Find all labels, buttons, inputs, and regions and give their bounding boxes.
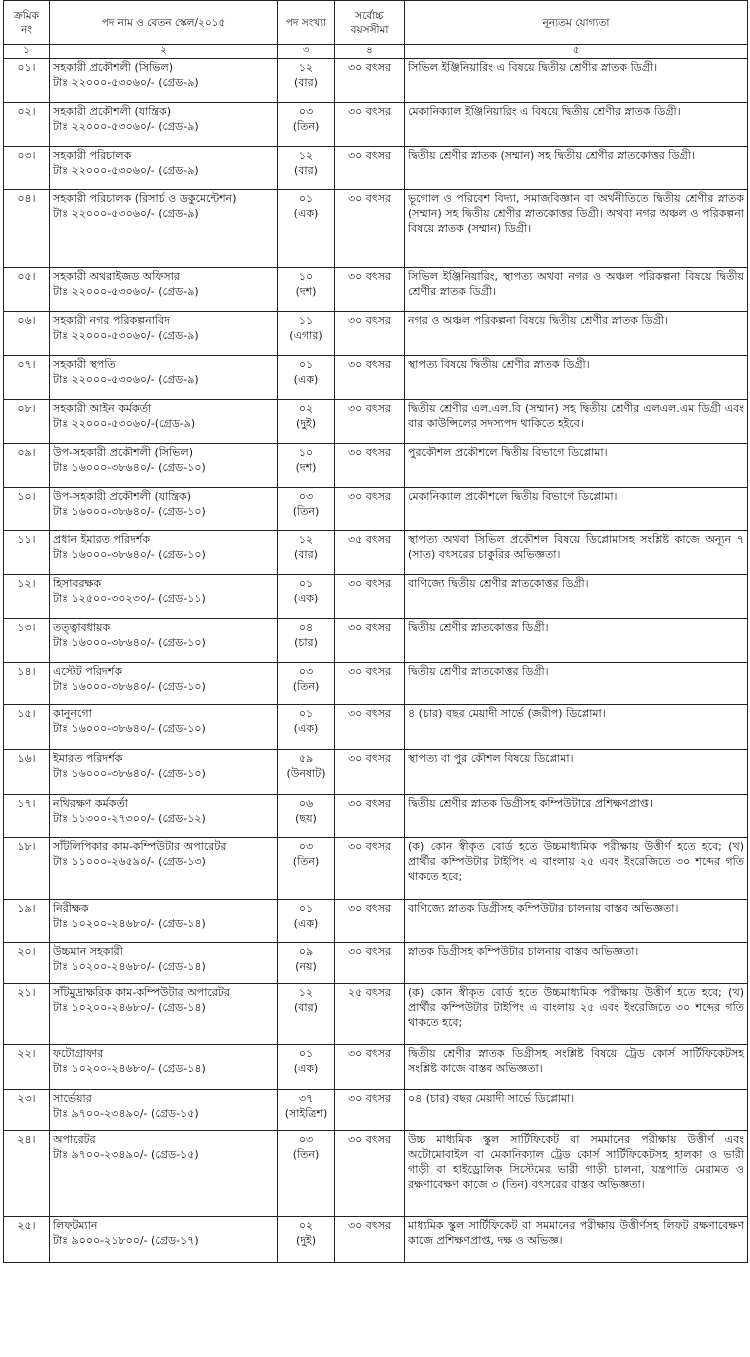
pay-scale: টাঃ ১৬০০০-৩৮৬৪০/- (গ্রেড-১০) bbox=[53, 680, 206, 693]
post-count: ০৩ bbox=[298, 665, 314, 678]
serial-cell: ১৫। bbox=[4, 705, 50, 750]
serial-cell: ২৫। bbox=[4, 1217, 50, 1263]
post-cell bbox=[50, 1217, 278, 1263]
age-limit-cell: ৩০ বৎসর bbox=[335, 488, 405, 531]
age-limit-cell: ৩০ বৎসর bbox=[335, 312, 405, 356]
pay-scale: টাঃ ১০২০০-২৪৬৮০/- (গ্রেড-১৪) bbox=[53, 960, 206, 973]
qualification-cell: মেকানিক্যাল প্রকৌশলে দ্বিতীয় বিভাগে ডিপ্লোমা। bbox=[405, 488, 748, 531]
serial-cell: ০১। bbox=[4, 59, 50, 103]
serial-cell: ১৮। bbox=[4, 838, 50, 900]
pay-scale: টাঃ ২২০০০-৫৩০৬০/- (গ্রেড-৯) bbox=[53, 207, 199, 220]
serial-cell: ২২। bbox=[4, 1045, 50, 1090]
count-cell bbox=[278, 59, 335, 103]
post-cell bbox=[50, 1045, 278, 1090]
post-cell bbox=[50, 356, 278, 400]
table-row bbox=[4, 400, 748, 444]
post-count-words: (দুই) bbox=[295, 417, 317, 430]
post-name: সাঁটমুদ্রাক্ষরিক কাম-কম্পিউটার অপারেটর bbox=[53, 986, 230, 999]
count-cell bbox=[278, 356, 335, 400]
post-count-words: (দশ) bbox=[295, 461, 317, 474]
pay-scale: টাঃ ২২০০০-৫৩০৬০/- (গ্রেড-৯) bbox=[53, 120, 199, 133]
count-cell bbox=[278, 943, 335, 984]
post-cell bbox=[50, 488, 278, 531]
table-row bbox=[4, 1217, 748, 1263]
post-count: ৩৭ bbox=[298, 1092, 314, 1105]
post-count-words: (বার) bbox=[294, 548, 318, 561]
age-limit-cell: ৩০ বৎসর bbox=[335, 575, 405, 619]
post-name: কানুনগো bbox=[53, 707, 92, 720]
post-count-words: (নয়) bbox=[295, 960, 317, 973]
count-cell bbox=[278, 400, 335, 444]
post-cell bbox=[50, 705, 278, 750]
pay-scale: টাঃ ২২০০০-৫৩০৬০/- (গ্রেড-৯) bbox=[53, 329, 199, 342]
recruitment-table-document bbox=[3, 0, 747, 1263]
qualification-cell: স্থাপত্য বিষয়ে দ্বিতীয় শ্রেণীর স্নাতক ডিগ্রী। bbox=[405, 356, 748, 400]
serial-cell: ২৩। bbox=[4, 1090, 50, 1131]
pay-scale: টাঃ ২২০০০-৫৩০৬০/- (গ্রেড-৯) bbox=[53, 164, 199, 177]
table-row bbox=[4, 984, 748, 1045]
count-cell bbox=[278, 900, 335, 943]
post-cell bbox=[50, 444, 278, 488]
qualification-cell: স্থাপত্য অথবা সিভিল প্রকৌশল বিষয়ে ডিপ্লোমাসহ সংশ্লিষ্ট কাজে অন্যূন ৭ (সাত) বৎসরের চাকুরির অভিজ্ঞতা। bbox=[405, 531, 748, 575]
post-name: সহকারী প্রকৌশলী (যান্ত্রিক) bbox=[53, 105, 172, 118]
column-number: ৩ bbox=[278, 45, 335, 59]
post-name: অপারেটর bbox=[53, 1133, 96, 1146]
serial-cell: ০৩। bbox=[4, 147, 50, 190]
header-count: পদ সংখ্যা bbox=[278, 1, 335, 45]
age-limit-cell: ৩০ বৎসর bbox=[335, 356, 405, 400]
post-cell bbox=[50, 663, 278, 705]
count-cell bbox=[278, 619, 335, 663]
post-cell bbox=[50, 575, 278, 619]
qualification-cell: দ্বিতীয় শ্রেণীর স্নাতকোত্তর ডিগ্রী। bbox=[405, 619, 748, 663]
column-number: ১ bbox=[4, 45, 50, 59]
serial-cell: ০৪। bbox=[4, 190, 50, 268]
header-serial: ক্রমিক নং bbox=[4, 1, 50, 45]
post-cell bbox=[50, 268, 278, 312]
post-cell bbox=[50, 750, 278, 795]
qualification-cell: দ্বিতীয় শ্রেণীর স্নাতক (সম্মান) সহ দ্বিতীয় শ্রেণীর স্নাতকোত্তর ডিগ্রী। bbox=[405, 147, 748, 190]
post-name: উপ-সহকারী প্রকৌশলী (যান্ত্রিক) bbox=[53, 490, 192, 503]
age-limit-cell: ৩০ বৎসর bbox=[335, 705, 405, 750]
table-body bbox=[4, 59, 748, 1263]
count-cell bbox=[278, 663, 335, 705]
post-name: তত্ত্বাবধায়ক bbox=[53, 621, 111, 634]
count-cell bbox=[278, 190, 335, 268]
post-name: ইমারত পরিদর্শক bbox=[53, 752, 123, 765]
qualification-cell: বাণিজ্যে দ্বিতীয় শ্রেণীর স্নাতকোত্তর ডিগ্রী। bbox=[405, 575, 748, 619]
post-count-words: (তিন) bbox=[292, 1148, 320, 1161]
age-limit-cell: ৩০ বৎসর bbox=[335, 663, 405, 705]
table-row bbox=[4, 663, 748, 705]
post-count: ১১ bbox=[298, 314, 314, 327]
post-name: সহকারী প্রকৌশলী (সিভিল) bbox=[53, 61, 173, 74]
age-limit-cell: ৩০ বৎসর bbox=[335, 619, 405, 663]
post-count-words: (এক) bbox=[293, 1062, 319, 1075]
serial-cell: ১০। bbox=[4, 488, 50, 531]
post-count: ১২ bbox=[298, 533, 314, 546]
post-name: সহকারী পরিচালক (রিসার্চ ও ডকুমেন্টেশন) bbox=[53, 192, 237, 205]
post-name: সহকারী পরিচালক bbox=[53, 149, 132, 162]
serial-cell: ১৯। bbox=[4, 900, 50, 943]
age-limit-cell: ৩০ বৎসর bbox=[335, 900, 405, 943]
post-name: প্রধান ইমারত পরিদর্শক bbox=[53, 533, 151, 546]
age-limit-cell: ৩০ বৎসর bbox=[335, 147, 405, 190]
age-limit-cell: ৩০ বৎসর bbox=[335, 1090, 405, 1131]
table-row bbox=[4, 356, 748, 400]
post-count-words: (এক) bbox=[293, 592, 319, 605]
pay-scale: টাঃ ১০২০০-২৪৬৮০/- (গ্রেড-১৪) bbox=[53, 1001, 206, 1014]
count-cell bbox=[278, 444, 335, 488]
post-count: ০৪ bbox=[298, 621, 314, 634]
post-cell bbox=[50, 943, 278, 984]
post-count: ০১ bbox=[298, 902, 314, 915]
table-row bbox=[4, 795, 748, 838]
pay-scale: টাঃ ২২০০০-৫৩০৬০/- (গ্রেড-৯) bbox=[53, 76, 199, 89]
column-number: ২ bbox=[50, 45, 278, 59]
serial-cell: ১২। bbox=[4, 575, 50, 619]
post-count-words: (চার) bbox=[294, 636, 318, 649]
count-cell bbox=[278, 575, 335, 619]
post-count-words: (তিন) bbox=[292, 855, 320, 868]
count-cell bbox=[278, 795, 335, 838]
table-row bbox=[4, 750, 748, 795]
post-count: ০১ bbox=[298, 1047, 314, 1060]
serial-cell: ১১। bbox=[4, 531, 50, 575]
age-limit-cell: ২৫ বৎসর bbox=[335, 984, 405, 1045]
table-row bbox=[4, 103, 748, 147]
qualification-cell: উচ্চ মাধ্যমিক স্কুল সার্টিফিকেট বা সমমানের পরীক্ষায় উত্তীর্ণ এবং অটোমোবাইল বা মেকানিক্যাল ট্রেড কোর্স সার্টিফিকেটসহ হালকা ও ভারী গাড়ী বা হাইড্রোলিক সিস্টেমের ভারী গাড়ী চালনা, যন্ত্রপাতি মেরামত ও রক্ষণাবেক্ষণ কাজে ৩ (তিন) বৎসরের বাস্তব অভিজ্ঞতা। bbox=[405, 1131, 748, 1217]
table-row bbox=[4, 943, 748, 984]
table-row bbox=[4, 531, 748, 575]
table-row bbox=[4, 1131, 748, 1217]
post-count-words: (এগার) bbox=[289, 329, 323, 342]
post-cell bbox=[50, 1090, 278, 1131]
qualification-cell: স্নাতক ডিগ্রীসহ কম্পিউটার চালনায় বাস্তব অভিজ্ঞতা। bbox=[405, 943, 748, 984]
count-cell bbox=[278, 984, 335, 1045]
pay-scale: টাঃ ১৬০০০-৩৮৬৪০/- (গ্রেড-১০) bbox=[53, 505, 206, 518]
post-count: ০১ bbox=[298, 192, 314, 205]
post-cell bbox=[50, 900, 278, 943]
post-name: লিফটম্যান bbox=[53, 1219, 98, 1232]
serial-cell: ১৪। bbox=[4, 663, 50, 705]
age-limit-cell: ৩০ বৎসর bbox=[335, 59, 405, 103]
count-cell bbox=[278, 1131, 335, 1217]
pay-scale: টাঃ ২২০০০-৫৩০৬০/- (গ্রেড-৯) bbox=[53, 285, 199, 298]
post-name: সহকারী আইন কর্মকর্তা bbox=[53, 402, 152, 415]
age-limit-cell: ৩০ বৎসর bbox=[335, 103, 405, 147]
post-name: এস্টেট পরিদর্শক bbox=[53, 665, 122, 678]
serial-cell: ০৮। bbox=[4, 400, 50, 444]
serial-cell: ২৪। bbox=[4, 1131, 50, 1217]
pay-scale: টাঃ ১১০০০-২৬৫৯০/- (গ্রেড-১৩) bbox=[53, 855, 206, 868]
pay-scale: টাঃ ১৬০০০-৩৮৬৪০/- (গ্রেড-১০) bbox=[53, 722, 206, 735]
post-name: উপ-সহকারী প্রকৌশলী (সিভিল) bbox=[53, 446, 193, 459]
post-name: উচ্চমান সহকারী bbox=[53, 945, 123, 958]
pay-scale: টাঃ ১৬০০০-৩৮৬৪০/- (গ্রেড-১০) bbox=[53, 461, 206, 474]
post-count: ৫৯ bbox=[298, 752, 314, 765]
post-count: ০২ bbox=[298, 1219, 314, 1232]
age-limit-cell: ৩০ বৎসর bbox=[335, 838, 405, 900]
post-count: ০৯ bbox=[298, 945, 314, 958]
post-count-words: (ছয়) bbox=[295, 812, 317, 825]
header-qualification: নূন্যতম যোগ্যতা bbox=[405, 1, 748, 45]
pay-scale: টাঃ ১৬০০০-৩৮৬৪০/- (গ্রেড-১০) bbox=[53, 636, 206, 649]
qualification-cell: দ্বিতীয় শ্রেণীর এল.এল.বি (সম্মান) সহ দ্বিতীয় শ্রেণীর এলএল.এম ডিগ্রী এবং বার কাউন্সিলের সদস্যপদ থাকিতে হইবে। bbox=[405, 400, 748, 444]
post-count: ০১ bbox=[298, 707, 314, 720]
count-cell bbox=[278, 147, 335, 190]
table-row bbox=[4, 444, 748, 488]
post-count: ০৩ bbox=[298, 490, 314, 503]
qualification-cell: সিভিল ইঞ্জিনিয়ারিং, স্থাপত্য অথবা নগর ও অঞ্চল পরিকল্পনা বিষয়ে দ্বিতীয় শ্রেণীর স্নাতক ডিগ্রী। bbox=[405, 268, 748, 312]
qualification-cell: স্থাপত্য বা পুর কৌশল বিষয়ে ডিপ্লোমা। bbox=[405, 750, 748, 795]
post-count-words: (তিন) bbox=[292, 680, 320, 693]
table-row bbox=[4, 900, 748, 943]
column-number: ৫ bbox=[405, 45, 748, 59]
age-limit-cell: ৩০ বৎসর bbox=[335, 190, 405, 268]
post-count: ০২ bbox=[298, 402, 314, 415]
qualification-cell: মেকানিক্যাল ইঞ্জিনিয়ারিং এ বিষয়ে দ্বিতীয় শ্রেণীর স্নাতক ডিগ্রী। bbox=[405, 103, 748, 147]
post-count: ১২ bbox=[298, 149, 314, 162]
post-cell bbox=[50, 103, 278, 147]
post-cell bbox=[50, 1131, 278, 1217]
table-row bbox=[4, 575, 748, 619]
recruitment-table bbox=[3, 0, 748, 1263]
post-cell bbox=[50, 59, 278, 103]
pay-scale: টাঃ ১০২০০-২৪৬৮০/- (গ্রেড-১৪) bbox=[53, 1062, 206, 1075]
count-cell bbox=[278, 103, 335, 147]
post-name: সহকারী স্থপতি bbox=[53, 358, 116, 371]
table-row bbox=[4, 488, 748, 531]
qualification-cell: দ্বিতীয় শ্রেণীর স্নাতক ডিগ্রীসহ কম্পিউটারে প্রশিক্ষণপ্রাপ্ত। bbox=[405, 795, 748, 838]
table-row bbox=[4, 59, 748, 103]
post-name: সার্ভেয়ার bbox=[53, 1092, 92, 1105]
count-cell bbox=[278, 488, 335, 531]
table-row bbox=[4, 190, 748, 268]
post-count: ০৬ bbox=[298, 797, 314, 810]
post-name: নথিরক্ষণ কর্মকর্তা bbox=[53, 797, 128, 810]
qualification-cell: দ্বিতীয় শ্রেণীর স্নাতকোত্তর ডিগ্রী। bbox=[405, 663, 748, 705]
qualification-cell: ০৪ (চার) বছর মেয়াদী সার্ভে ডিপ্লোমা। bbox=[405, 1090, 748, 1131]
age-limit-cell: ৩০ বৎসর bbox=[335, 795, 405, 838]
post-cell bbox=[50, 984, 278, 1045]
post-cell bbox=[50, 190, 278, 268]
post-count-words: (বার) bbox=[294, 76, 318, 89]
count-cell bbox=[278, 268, 335, 312]
qualification-cell: মাধ্যমিক স্কুল সার্টিফিকেট বা সমমানের পরীক্ষায় উত্তীর্ণসহ লিফট রক্ষণাবেক্ষণ কাজে প্রশিক্ষণপ্রাপ্ত, দক্ষ ও অভিজ্ঞ। bbox=[405, 1217, 748, 1263]
age-limit-cell: ৩৫ বৎসর bbox=[335, 531, 405, 575]
post-count: ০৩ bbox=[298, 1133, 314, 1146]
post-name: হিসাবরক্ষক bbox=[53, 577, 102, 590]
table-row bbox=[4, 705, 748, 750]
count-cell bbox=[278, 838, 335, 900]
post-count-words: (সাইত্রিশ) bbox=[284, 1107, 328, 1120]
serial-cell: ০৯। bbox=[4, 444, 50, 488]
pay-scale: টাঃ ৯০০০-২১৮০০/- (গ্রেড-১৭) bbox=[53, 1234, 199, 1247]
count-cell bbox=[278, 750, 335, 795]
post-count: ০১ bbox=[298, 358, 314, 371]
count-cell bbox=[278, 1090, 335, 1131]
qualification-cell: বাণিজ্যে স্নাতক ডিগ্রীসহ কম্পিউটার চালনায় বাস্তব অভিজ্ঞতা। bbox=[405, 900, 748, 943]
pay-scale: টাঃ ১২৫০০-৩০২৩০/- (গ্রেড-১১) bbox=[53, 592, 206, 605]
pay-scale: টাঃ ৯৭০০-২৩৪৯০/- (গ্রেড-১৫) bbox=[53, 1107, 199, 1120]
post-cell bbox=[50, 531, 278, 575]
post-count: ১০ bbox=[298, 270, 314, 283]
qualification-cell: ভূগোল ও পরিবেশ বিদ্যা, সমাজবিজ্ঞান বা অর্থনীতিতে দ্বিতীয় শ্রেণীর স্নাতক (সম্মান) সহ দ্বিতীয় শ্রেণীর স্নাতকোত্তর ডিগ্রী। অথবা নগর অঞ্চল ও পরিকল্পনা বিষয়ে স্নাতক (সম্মান) ডিগ্রী। bbox=[405, 190, 748, 268]
post-count-words: (তিন) bbox=[292, 505, 320, 518]
age-limit-cell: ৩০ বৎসর bbox=[335, 943, 405, 984]
pay-scale: টাঃ ১০২০০-২৪৬৮০/- (গ্রেড-১৪) bbox=[53, 917, 206, 930]
age-limit-cell: ৩০ বৎসর bbox=[335, 444, 405, 488]
qualification-cell: (ক) কোন স্বীকৃত বোর্ড হতে উচ্চমাধ্যমিক পরীক্ষায় উত্তীর্ণ হতে হবে; (খ) প্রার্থীর কম্পিউটার টাইপিং এ বাংলায় ২৫ এবং ইংরেজিতে ৩০ শব্দের গতি থাকতে হবে; bbox=[405, 838, 748, 900]
count-cell bbox=[278, 1045, 335, 1090]
post-count: ০১ bbox=[298, 577, 314, 590]
pay-scale: টাঃ ১৬০০০-৩৮৬৪০/- (গ্রেড-১০) bbox=[53, 548, 206, 561]
serial-cell: ২১। bbox=[4, 984, 50, 1045]
qualification-cell: (ক) কোন স্বীকৃত বোর্ড হতে উচ্চমাধ্যমিক পরীক্ষায় উত্তীর্ণ হতে হবে; (খ) প্রার্থীর কম্পিউটার টাইপিং এ বাংলায় ২৫ এবং ইংরেজিতে ৩০ শব্দের গতি থাকতে হবে; bbox=[405, 984, 748, 1045]
age-limit-cell: ৩০ বৎসর bbox=[335, 1217, 405, 1263]
pay-scale: টাঃ ১১৩০০-২৭৩০০/- (গ্রেড-১২) bbox=[53, 812, 206, 825]
post-count: ০৩ bbox=[298, 840, 314, 853]
post-name: সহকারী নগর পরিকল্পনাবিদ bbox=[53, 314, 170, 327]
post-count-words: (উনষাট) bbox=[286, 767, 326, 780]
serial-cell: ১৩। bbox=[4, 619, 50, 663]
count-cell bbox=[278, 531, 335, 575]
table-row bbox=[4, 1045, 748, 1090]
qualification-cell: দ্বিতীয় শ্রেণীর স্নাতক ডিগ্রীসহ সংশ্লিষ্ট বিষয়ে ট্রেড কোর্স সার্টিফিকেটসহ সংশ্লিষ্ট কাজে বাস্তব অভিজ্ঞতা। bbox=[405, 1045, 748, 1090]
post-count-words: (দুই) bbox=[295, 1234, 317, 1247]
count-cell bbox=[278, 1217, 335, 1263]
post-count: ১০ bbox=[298, 446, 314, 459]
column-number: ৪ bbox=[335, 45, 405, 59]
header-post: পদ নাম ও বেতন স্কেল/২০১৫ bbox=[50, 1, 278, 45]
column-number-row bbox=[4, 45, 748, 59]
post-count-words: (বার) bbox=[294, 1001, 318, 1014]
count-cell bbox=[278, 705, 335, 750]
table-row bbox=[4, 1090, 748, 1131]
qualification-cell: পুরকৌশল প্রকৌশলে দ্বিতীয় বিভাগে ডিপ্লোমা। bbox=[405, 444, 748, 488]
post-cell bbox=[50, 795, 278, 838]
post-count-words: (দশ) bbox=[295, 285, 317, 298]
post-cell bbox=[50, 147, 278, 190]
post-count: ১২ bbox=[298, 986, 314, 999]
serial-cell: ১৭। bbox=[4, 795, 50, 838]
post-cell bbox=[50, 838, 278, 900]
post-cell bbox=[50, 400, 278, 444]
post-count-words: (বার) bbox=[294, 164, 318, 177]
post-name: সাঁটলিপিকার কাম-কম্পিউটার অপারেটর bbox=[53, 840, 227, 853]
table-row bbox=[4, 268, 748, 312]
post-count-words: (এক) bbox=[293, 917, 319, 930]
serial-cell: ১৬। bbox=[4, 750, 50, 795]
post-count-words: (এক) bbox=[293, 207, 319, 220]
age-limit-cell: ৩০ বৎসর bbox=[335, 1131, 405, 1217]
table-row bbox=[4, 312, 748, 356]
post-count-words: (এক) bbox=[293, 373, 319, 386]
age-limit-cell: ৩০ বৎসর bbox=[335, 268, 405, 312]
pay-scale: টাঃ ২২০০০-৫৩০৬০/-(গ্রেড-৯) bbox=[53, 417, 196, 430]
serial-cell: ০৫। bbox=[4, 268, 50, 312]
qualification-cell: সিভিল ইঞ্জিনিয়ারিং এ বিষয়ে দ্বিতীয় শ্রেণীর স্নাতক ডিগ্রী। bbox=[405, 59, 748, 103]
age-limit-cell: ৩০ বৎসর bbox=[335, 400, 405, 444]
post-count-words: (তিন) bbox=[292, 120, 320, 133]
post-cell bbox=[50, 312, 278, 356]
serial-cell: ০৬। bbox=[4, 312, 50, 356]
serial-cell: ০৭। bbox=[4, 356, 50, 400]
serial-cell: ২০। bbox=[4, 943, 50, 984]
post-name: নিরীক্ষক bbox=[53, 902, 89, 915]
count-cell bbox=[278, 312, 335, 356]
pay-scale: টাঃ ৯৭০০-২৩৪৯০/- (গ্রেড-১৫) bbox=[53, 1148, 199, 1161]
age-limit-cell: ৩০ বৎসর bbox=[335, 750, 405, 795]
post-name: ফটোগ্রাফার bbox=[53, 1047, 104, 1060]
qualification-cell: নগর ও অঞ্চল পরিকল্পনা বিষয়ে দ্বিতীয় শ্রেণীর স্নাতক ডিগ্রী। bbox=[405, 312, 748, 356]
table-row bbox=[4, 147, 748, 190]
header-age: সর্বোচ্চ বয়সসীমা bbox=[335, 1, 405, 45]
post-name: সহকারী অথরাইজড অফিসার bbox=[53, 270, 180, 283]
age-limit-cell: ৩০ বৎসর bbox=[335, 1045, 405, 1090]
pay-scale: টাঃ ১৬০০০-৩৮৬৪০/- (গ্রেড-১০) bbox=[53, 767, 206, 780]
table-row bbox=[4, 619, 748, 663]
qualification-cell: ৪ (চার) বছর মেয়াদী সার্ভে (জরীপ) ডিপ্লোমা। bbox=[405, 705, 748, 750]
pay-scale: টাঃ ২২০০০-৫৩০৬০/- (গ্রেড-৯) bbox=[53, 373, 199, 386]
post-cell bbox=[50, 619, 278, 663]
post-count-words: (এক) bbox=[293, 722, 319, 735]
table-header-row bbox=[4, 1, 748, 45]
post-count: ১২ bbox=[298, 61, 314, 74]
table-row bbox=[4, 838, 748, 900]
serial-cell: ০২। bbox=[4, 103, 50, 147]
post-count: ০৩ bbox=[298, 105, 314, 118]
